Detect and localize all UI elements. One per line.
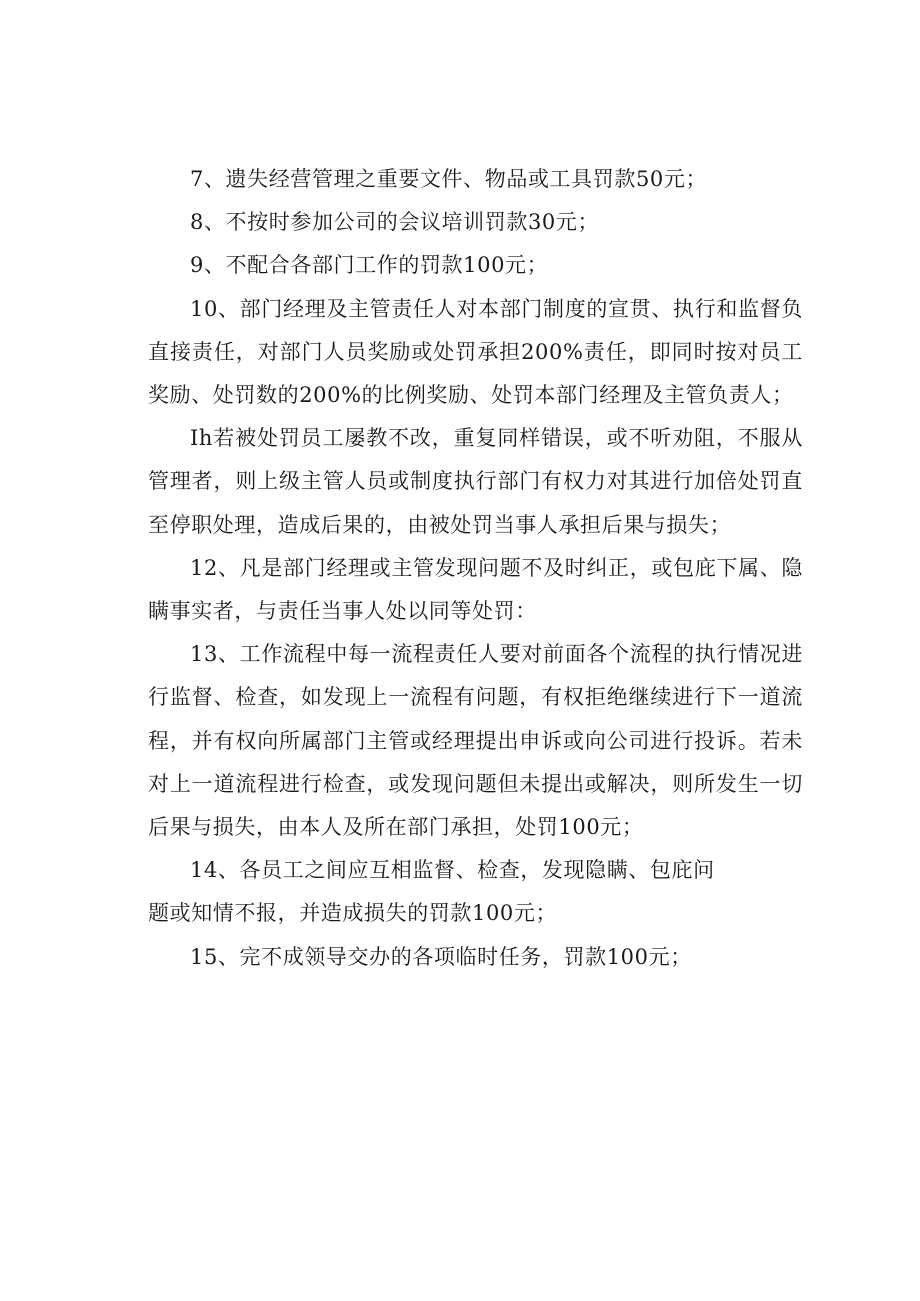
paragraph-item-9: 9、不配合各部门工作的罚款100元；: [190, 253, 549, 278]
paragraph-item-8: 8、不按时参加公司的会议培训罚款30元；: [190, 210, 600, 235]
paragraph-item-15: 15、完不成领导交办的各项临时任务，罚款100元；: [190, 944, 692, 969]
document-body: [148, 158, 803, 979]
paragraph-item-14-line-1: 14、各员工之间应互相监督、检查，发现隐瞒、包庇问: [190, 858, 715, 883]
paragraph-item-11: Ih若被处罚员工屡教不改，重复同样错误，或不听劝阻，不服从管理者，则上级主管人员或制度执行部门有权力对其进行加倍处罚直至停职处理，造成后果的，由被处罚当事人承担后果与损失；: [148, 426, 803, 537]
paragraph-item-13: 13、工作流程中每一流程责任人要对前面各个流程的执行情况进行监督、检查，如发现上一流程有问题，有权拒绝继续进行下一道流程，并有权向所属部门主管或经理提出申诉或向公司进行投诉。若未对上一道流程进行检查，或发现问题但未提出或解决，则所发生一切后果与损失，由本人及所在部门承担，处罚100元；: [148, 642, 803, 840]
paragraph-item-14-line-2: 题或知情不报，并造成损失的罚款100元；: [148, 901, 558, 926]
paragraph-item-7: 7、遗失经营管理之重要文件、物品或工具罚款50元；: [190, 167, 708, 191]
paragraph-item-14: [148, 849, 803, 935]
paragraph-item-12: 12、凡是部门经理或主管发现问题不及时纠正，或包庇下属、隐瞒事实者，与责任当事人处以同等处罚：: [148, 555, 803, 624]
paragraph-item-10: 10、部门经理及主管责任人对本部门制度的宣贯、执行和监督负直接责任，对部门人员奖励或处罚承担200%责任，即同时按对员工奖励、处罚数的200%的比例奖励、处罚本部门经理及主管负责人；: [148, 296, 803, 408]
